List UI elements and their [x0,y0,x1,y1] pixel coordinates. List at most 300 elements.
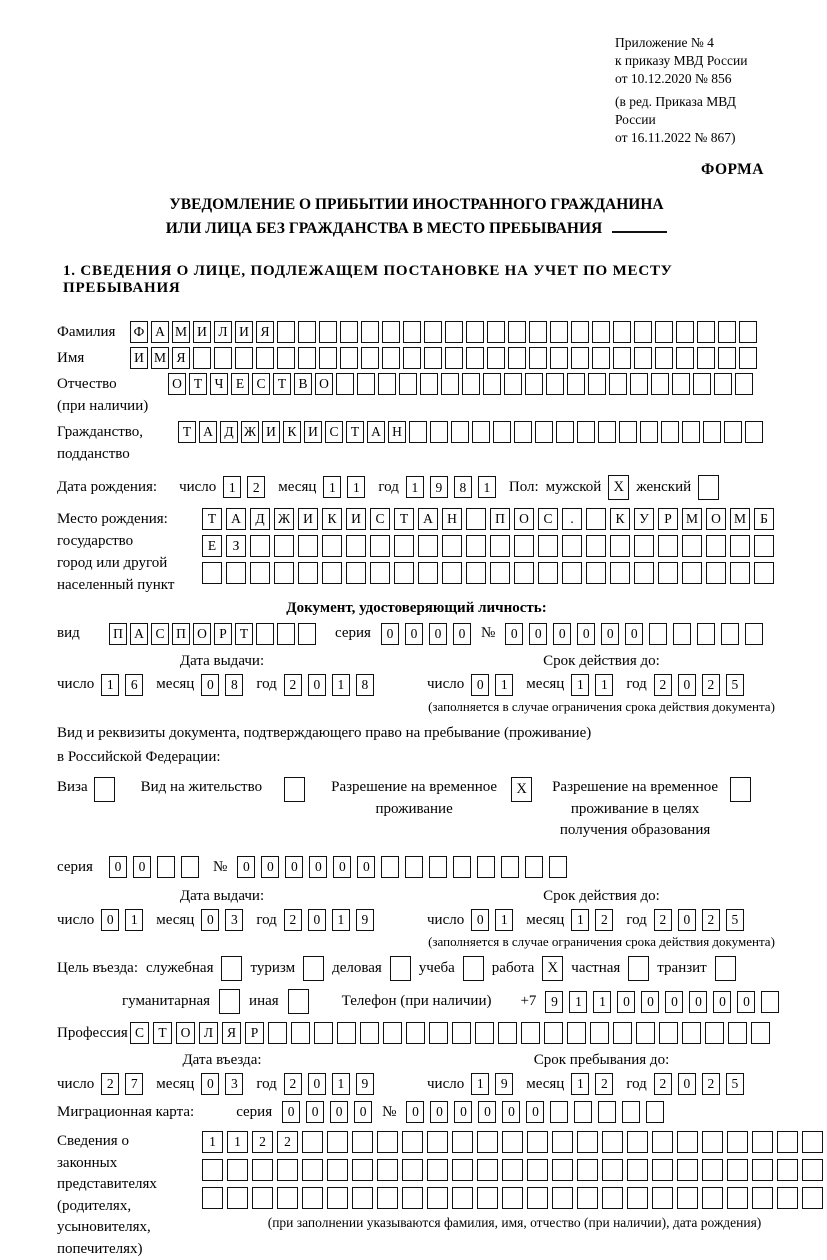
form-cell [609,373,627,395]
form-cell [352,1159,373,1181]
form-cell: А [418,508,438,530]
form-cell [202,1187,223,1209]
form-cell [402,1131,423,1153]
form-cell [314,1022,333,1044]
form-cell [592,347,610,369]
form-cell [646,1101,664,1123]
entry-month-cells [201,1073,249,1095]
identity-expiry-year-cells [654,674,750,696]
surname-cells [130,321,760,343]
residence-number-cells [237,856,573,878]
identity-dates-block [57,653,776,715]
revision-line-2: от 16.11.2022 № 867) [615,130,736,146]
residence-doc-options [57,777,776,842]
form-cell [552,1187,573,1209]
form-cell [274,562,294,584]
form-cell [706,535,726,557]
form-cell [556,421,574,443]
form-cell [377,1187,398,1209]
residence-expiry-year-cells [654,909,750,931]
form-cell: 2 [595,909,613,931]
form-cell: Л [214,321,232,343]
form-cell [718,347,736,369]
form-cell [777,1159,798,1181]
form-cell: Я [222,1022,241,1044]
form-cell [405,856,423,878]
migration-series-cells [282,1101,378,1123]
identity-kind-cells [109,623,319,645]
form-cell [538,562,558,584]
form-cell: О [706,508,726,530]
form-cell [202,1159,223,1181]
form-cell [451,421,469,443]
form-cell: С [370,508,390,530]
form-cell [613,1022,632,1044]
form-cell [322,562,342,584]
guardians-cells-row-1 [202,1131,827,1153]
form-cell: 0 [737,991,755,1013]
form-title-line-1: УВЕДОМЛЕНИЕ О ПРИБЫТИИ ИНОСТРАННОГО ГРАЖДАНИНА [169,195,664,213]
form-cell [452,1159,473,1181]
form-cell [377,1131,398,1153]
purpose-study-checkbox [463,956,484,981]
form-cell: О [315,373,333,395]
form-cell: 0 [133,856,151,878]
form-cell [761,991,779,1013]
form-cell [377,1159,398,1181]
form-cell [527,1131,548,1153]
birth-place-label: Место рождения: государство город или другой населенный пункт [57,510,175,593]
identity-series-label: серия [335,625,371,642]
form-cell [498,1022,517,1044]
form-cell: Т [202,508,222,530]
form-cell: 0 [454,1101,472,1123]
form-title-line-2: ИЛИ ЛИЦА БЕЗ ГРАЖДАНСТВА В МЕСТО ПРЕБЫВАНИЯ [165,219,603,237]
form-cell [525,373,543,395]
form-cell [724,421,742,443]
form-cell: Т [189,373,207,395]
migration-number-cells [406,1101,670,1123]
form-cell [777,1187,798,1209]
form-cell [418,562,438,584]
form-cell: 1 [125,909,143,931]
profession-row [57,1022,776,1044]
form-cell [538,535,558,557]
residence-expiry-column [427,888,776,950]
form-cell: В [294,373,312,395]
birth-year-label: год [378,478,399,495]
form-cell [673,623,691,645]
form-cell [745,623,763,645]
entry-heading: Дата въезда: [182,1052,262,1069]
residence-issue-date: число 0 1 месяц 0 3 год 2 0 1 9 [57,909,427,931]
form-cell [602,1187,623,1209]
identity-issue-column [57,653,427,715]
identity-issue-year-cells [284,674,380,696]
form-cell: 0 [237,856,255,878]
entry-year-cells [284,1073,380,1095]
form-cell: 1 [332,1073,350,1095]
form-cell [319,321,337,343]
appendix-line-2: к приказу МВД России [615,52,748,68]
form-cell: 1 [571,1073,589,1095]
form-cell [214,347,232,369]
form-cell: А [226,508,246,530]
form-cell: П [172,623,190,645]
form-cell: Р [214,623,232,645]
form-cell [360,1022,379,1044]
form-cell: 0 [665,991,683,1013]
form-cell: И [346,508,366,530]
residence-permit-option [141,777,305,802]
form-cell [546,373,564,395]
birth-place-cells-row-2 [202,535,778,557]
form-cell [394,562,414,584]
identity-number-cells [505,623,769,645]
form-cell: 0 [309,856,327,878]
form-cell [514,562,534,584]
form-cell [466,535,486,557]
form-cell [529,321,547,343]
form-cell [427,1159,448,1181]
form-cell [577,1187,598,1209]
form-cell: 1 [495,674,513,696]
form-cell: 2 [252,1131,273,1153]
form-cell: 1 [347,476,365,498]
form-cell [550,1101,568,1123]
residence-issue-heading: Дата выдачи: [179,888,265,905]
form-cell: 0 [201,674,219,696]
form-cell [535,421,553,443]
form-cell: С [325,421,343,443]
form-cell [399,373,417,395]
form-cell [752,1159,773,1181]
identity-expiry-column [427,653,776,715]
form-cell: Т [394,508,414,530]
form-cell [340,321,358,343]
birth-day-cells [223,476,271,498]
form-cell: 2 [101,1073,119,1095]
form-cell [754,535,774,557]
form-cell: 5 [726,674,744,696]
form-cell [477,856,495,878]
form-cell [466,321,484,343]
form-cell [298,347,316,369]
form-cell [483,373,501,395]
stay-month-cells [571,1073,619,1095]
form-cell [402,1159,423,1181]
form-cell [418,535,438,557]
form-cell: 0 [625,623,643,645]
form-cell [676,321,694,343]
form-cell [586,562,606,584]
form-cell: 2 [284,674,302,696]
form-cell [424,321,442,343]
form-cell [577,1159,598,1181]
form-cell [527,1159,548,1181]
form-cell [627,1159,648,1181]
form-cell [361,347,379,369]
form-cell: 0 [471,674,489,696]
identity-doc-heading: Документ, удостоверяющий личность: [286,599,547,616]
form-cell: 0 [282,1101,300,1123]
form-cell [590,1022,609,1044]
form-cell: 0 [678,1073,696,1095]
form-cell: И [235,321,253,343]
form-cell [677,1187,698,1209]
form-cell [697,623,715,645]
form-cell [562,562,582,584]
stay-until-date: число 1 9 месяц 1 2 год 2 0 2 5 [427,1073,776,1095]
form-cell [693,373,711,395]
form-cell [630,373,648,395]
form-cell: 0 [553,623,571,645]
revision-line-1: (в ред. Приказа МВД России [615,94,736,128]
entry-dates-block [57,1052,776,1095]
form-cell [682,562,702,584]
visit-purpose-row: Цель въезда: служебная туризм деловая учеба работа X частная транзит [57,956,776,981]
form-cell [718,321,736,343]
form-cell [550,321,568,343]
form-cell [477,1187,498,1209]
form-cell [574,1101,592,1123]
form-cell: 0 [713,991,731,1013]
residence-expiry-date: число 0 1 месяц 1 2 год 2 0 2 5 [427,909,776,931]
form-cell: 1 [227,1131,248,1153]
phone-prefix: +7 [520,993,537,1010]
guardians-block [57,1131,776,1260]
form-cell: 7 [125,1073,143,1095]
migration-card-label: Миграционная карта: [57,1103,195,1120]
identity-expiry-note: (заполняется в случае ограничения срока действия документа) [428,698,775,714]
form-cell [602,1159,623,1181]
visa-option [57,777,115,802]
residence-expiry-note: (заполняется в случае ограничения срока действия документа) [428,934,775,950]
form-cell: 0 [308,1073,326,1095]
residence-issue-month-cells [201,909,249,931]
form-cell [502,1131,523,1153]
form-cell: О [193,623,211,645]
form-cell [682,421,700,443]
form-cell: 2 [702,1073,720,1095]
form-cell: К [322,508,342,530]
form-cell [346,562,366,584]
form-cell [277,1159,298,1181]
residence-expiry-day-cells [471,909,519,931]
form-cell: 3 [225,909,243,931]
stay-until-heading: Срок пребывания до: [533,1052,670,1069]
form-cell [472,421,490,443]
form-cell: 6 [125,674,143,696]
patronymic-cells [168,373,756,395]
form-cell: З [226,535,246,557]
form-cell: 8 [454,476,472,498]
form-cell [529,347,547,369]
citizenship-row [57,421,776,465]
form-cell [336,373,354,395]
form-cell: 0 [429,623,447,645]
form-cell [598,421,616,443]
form-cell: Е [202,535,222,557]
residence-issue-day-cells [101,909,149,931]
identity-expiry-month-cells [571,674,619,696]
form-cell [730,535,750,557]
form-cell [277,1187,298,1209]
form-cell: 0 [577,623,595,645]
form-cell [382,347,400,369]
appendix-block [615,34,776,147]
form-cell: 2 [284,909,302,931]
purpose-official-checkbox [221,956,242,981]
birth-month-cells [323,476,371,498]
identity-kind-label: вид [57,625,80,642]
form-cell: М [682,508,702,530]
identity-issue-month-cells [201,674,249,696]
visit-purpose-row-2: гуманитарная иная Телефон (при наличии) +7 9 1 1 0 0 0 0 0 0 [122,989,776,1014]
form-cell: 0 [526,1101,544,1123]
form-cell [777,1131,798,1153]
form-cell: Т [346,421,364,443]
name-row [57,347,776,369]
form-cell [702,1187,723,1209]
form-cell: 9 [545,991,563,1013]
purpose-transit-checkbox [715,956,736,981]
form-cell [661,421,679,443]
phone-label: Телефон (при наличии) [341,993,492,1010]
form-cell [427,1131,448,1153]
appendix-line-3: от 10.12.2020 № 856 [615,70,732,86]
form-cell [427,1187,448,1209]
form-cell: 0 [601,623,619,645]
form-cell [634,535,654,557]
form-cell [383,1022,402,1044]
form-cell: 1 [571,909,589,931]
form-cell: Н [388,421,406,443]
purpose-humanitarian-checkbox [219,989,240,1014]
form-cell [361,321,379,343]
form-cell [442,562,462,584]
form-cell: 8 [356,674,374,696]
form-cell [728,1022,747,1044]
migration-card-row [57,1101,776,1123]
form-cell [252,1187,273,1209]
form-cell: 0 [381,623,399,645]
form-cell [487,347,505,369]
form-cell [702,1131,723,1153]
form-cell: 9 [356,909,374,931]
form-cell: О [176,1022,195,1044]
surname-row [57,321,776,343]
form-cell [727,1187,748,1209]
form-cell [327,1159,348,1181]
form-cell [274,535,294,557]
temp-permit-label: Разрешение на временное проживание [331,778,498,817]
form-cell [552,1131,573,1153]
form-cell: Т [273,373,291,395]
form-cell [277,623,295,645]
form-cell: И [262,421,280,443]
residence-series-row [57,856,776,878]
form-cell [452,1187,473,1209]
identity-number-label: № [480,625,496,642]
form-cell [490,562,510,584]
form-cell: М [172,321,190,343]
form-cell: И [193,321,211,343]
form-cell [802,1159,823,1181]
purpose-private-checkbox [628,956,649,981]
birth-date-label: Дата рождения: [57,478,158,495]
form-cell: 2 [702,674,720,696]
form-cell: 2 [702,909,720,931]
form-title [57,193,776,241]
edu-permit-checkbox [730,777,751,802]
form-cell: 1 [593,991,611,1013]
form-cell [730,562,750,584]
form-cell [658,562,678,584]
residence-issue-column [57,888,427,950]
identity-expiry-day-cells [471,674,519,696]
form-cell [682,535,702,557]
form-cell [227,1159,248,1181]
title-blank-underline [612,231,667,233]
form-cell: 0 [406,1101,424,1123]
form-cell: 1 [202,1131,223,1153]
guardians-cells-row-3 [202,1187,827,1209]
form-cell [403,347,421,369]
form-cell [649,623,667,645]
temp-permit-option [331,777,532,821]
form-cell [357,373,375,395]
form-cell [250,562,270,584]
form-cell [298,321,316,343]
form-cell: 1 [223,476,241,498]
form-cell [235,347,253,369]
form-cell [466,508,486,530]
stay-day-cells [471,1073,519,1095]
form-cell: 0 [617,991,635,1013]
form-cell: 0 [330,1101,348,1123]
birth-place-cells-row-3 [202,562,778,584]
identity-issue-day-cells [101,674,149,696]
form-cell: Т [235,623,253,645]
form-cell [502,1187,523,1209]
form-cell [652,1187,673,1209]
form-cell [652,1131,673,1153]
birth-place-block [57,508,776,596]
residence-permit-label: Вид на жительство [140,778,263,795]
form-cell [250,535,270,557]
appendix-line-1: Приложение № 4 [615,35,714,50]
form-cell [409,421,427,443]
sex-male-checkbox: X [608,475,629,500]
form-cell [352,1187,373,1209]
form-cell [298,535,318,557]
form-cell: С [130,1022,149,1044]
form-cell [453,856,471,878]
form-cell: 0 [405,623,423,645]
form-cell [525,856,543,878]
form-cell [697,347,715,369]
form-cell: 1 [495,909,513,931]
form-cell: Ж [274,508,294,530]
form-cell [302,1131,323,1153]
form-cell [490,535,510,557]
form-cell [352,1131,373,1153]
form-cell [739,321,757,343]
form-cell: 0 [261,856,279,878]
form-cell [571,321,589,343]
form-cell: 0 [201,909,219,931]
